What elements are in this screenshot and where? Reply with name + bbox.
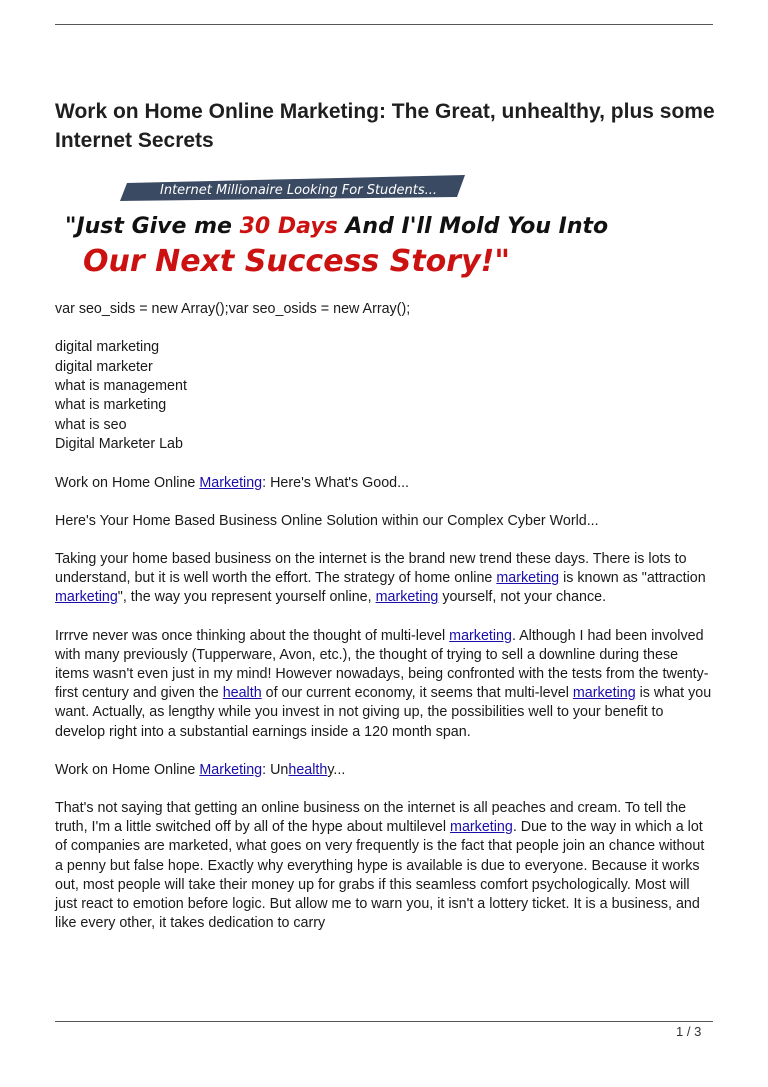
keyword-item: digital marketer	[55, 358, 153, 375]
keyword-item: what is seo	[55, 416, 127, 433]
marketing-link[interactable]: Marketing	[199, 761, 263, 778]
script-text: var seo_sids = new Array();var seo_osids = new Array();	[55, 301, 411, 317]
document-page	[55, 97, 715, 934]
footer-rule	[55, 1021, 713, 1022]
marketing-link[interactable]: Marketing	[199, 474, 263, 491]
paragraph-subheading-unhealthy: Work on Home Online Marketing: Unhealthy...	[55, 761, 346, 778]
health-link[interactable]: health	[288, 761, 328, 778]
marketing-link[interactable]: marketing	[55, 589, 118, 606]
marketing-link[interactable]: marketing	[572, 685, 636, 702]
health-link[interactable]: health	[222, 685, 262, 702]
advertisement-banner	[65, 173, 609, 285]
marketing-link[interactable]: marketing	[496, 570, 560, 587]
banner-slogan: Our Next Success Story!"	[83, 244, 510, 279]
marketing-link[interactable]: marketing	[449, 627, 512, 644]
paragraph-multilevel: Irrrve never was once thinking about the thought of multi-level marketing. Although I had been involved with many previously (Tupperware, Avon, etc.), the thought of trying to sell a downline during these items wasn't even just in my mind! However nowadays, being confronted with the tests from the twenty-first century and given the health of our current economy, it seems that multi-level marketing is what you want. Actually, as lengthy while you invest in not giving up, the possibilities well to your benefit to develop right into a substantial earnings inside a 120 month span.	[55, 627, 712, 740]
banner-strip-text: Internet Millionaire Looking For Students...	[160, 183, 438, 198]
paragraph-home-business: Taking your home based business on the internet is the brand new trend these days. There is lots to understand, but it is well worth the effort. The strategy of home online marketing is known as "attraction marketing", the way you represent yourself online, marketing yourself, not your chance.	[55, 551, 706, 606]
keyword-item: digital marketing	[55, 339, 160, 356]
paragraph-intro: Here's Your Home Based Business Online Solution within our Complex Cyber World...	[55, 512, 599, 529]
page-title: Work on Home Online Marketing: The Great, unhealthy, plus some Internet Secrets	[55, 100, 715, 152]
banner-headline: "Just Give me 30 Days And I'll Mold You Into	[65, 214, 609, 239]
keyword-item: Digital Marketer Lab	[55, 436, 183, 453]
keyword-item: what is marketing	[55, 397, 167, 414]
keyword-item: what is management	[55, 378, 187, 395]
page-number: 1 / 3	[676, 1024, 702, 1039]
marketing-link[interactable]: marketing	[375, 589, 439, 606]
paragraph-subheading-good: Work on Home Online Marketing: Here's What's Good...	[55, 474, 410, 491]
header-rule	[55, 24, 713, 25]
paragraph-hype: That's not saying that getting an online business on the internet is all peaches and cream. To tell the truth, I'm a little switched off by all of the hype about multilevel marketing. Due to the way in which a lot of companies are marketed, what goes on very frequently is the fact that people join an chance without a penny but false hope. Exactly why everything hype is available is due to everyone. Because it works out, most people will take their money up for grabs if this seamless comfort psychologically. Most will just react to emotion before logic. But allow me to warn you, it isn't a lottery ticket. It is a business, and like every other, it takes dedication to carry	[55, 800, 705, 932]
marketing-link[interactable]: marketing	[450, 819, 513, 836]
keyword-list	[55, 338, 715, 454]
